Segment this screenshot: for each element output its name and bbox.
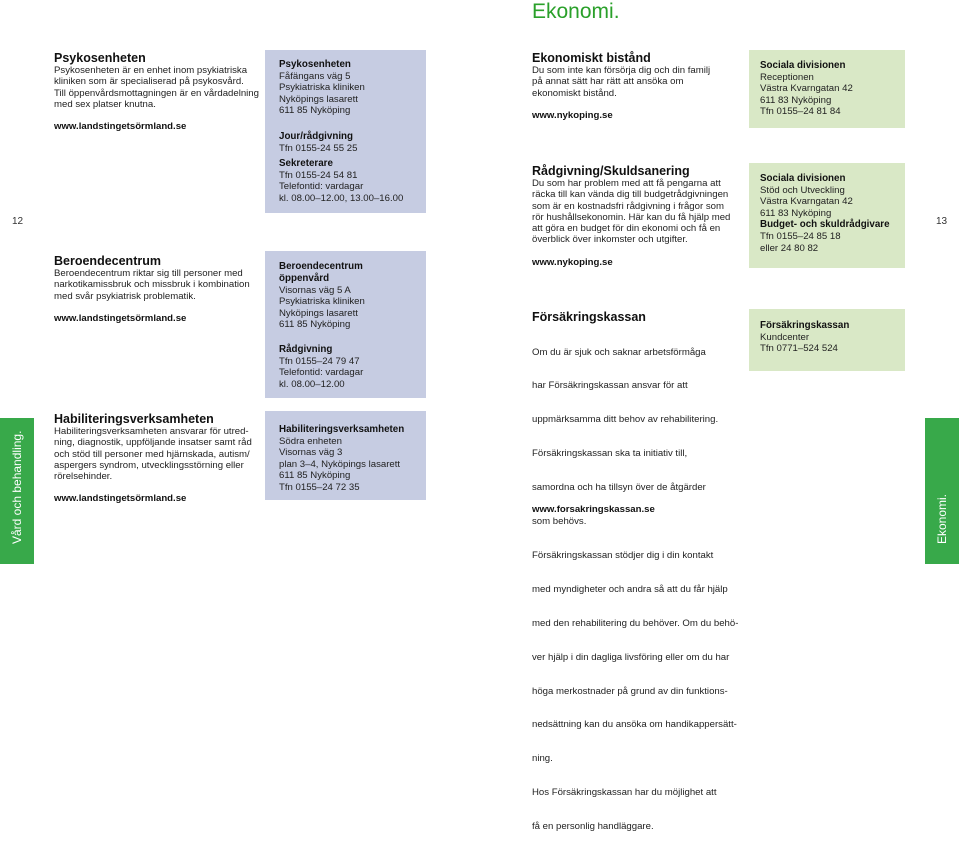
section-link[interactable]: www.nykoping.se	[532, 257, 613, 268]
section-heading: Beroendecentrum	[54, 254, 161, 268]
section-body: Du som inte kan försörja dig och din familj på annat sätt har rätt att ansöka om ekonomiskt bistånd.	[532, 65, 711, 99]
section-heading: Ekonomiskt bistånd	[532, 51, 651, 65]
section-ekonomiskt-bistand	[532, 52, 732, 99]
contact-heading: Psykosenheten	[279, 59, 351, 70]
section-body: Habiliteringsverksamheten ansvarar för utred- ning, diagnostik, uppföljande insatser samt råd och stöd till personer med hjärnskada, autism/ aspergers syndrom, utvecklingsstörning eller rörelsehinder.	[54, 426, 252, 483]
contact-subheading: Rådgivning	[279, 344, 333, 355]
section-link[interactable]: www.landstingetsörmland.se	[54, 121, 187, 132]
contact-heading: Habiliteringsverksamheten	[279, 424, 405, 435]
section-body: Psykosenheten är en enhet inom psykiatriska kliniken som är specialiserad på psykosvård. Till öppenvårdsmottagningen är en vårdadelning med sex platser knutna.	[54, 65, 259, 110]
contact-subheading: Budget- och skuldrådgivare	[760, 219, 890, 231]
section-link[interactable]: www.nykoping.se	[532, 110, 613, 121]
side-tab-left	[0, 418, 34, 564]
section-heading: Rådgivning/Skuldsanering	[532, 164, 690, 178]
section-heading: Försäkringskassan	[532, 310, 646, 324]
page-number-right: 13	[936, 216, 948, 227]
contact-subheading: Jour/rådgivning	[279, 131, 354, 142]
section-radgivning	[532, 165, 732, 246]
contact-heading: Sociala divisionen	[760, 173, 846, 184]
contact-box-psykosenheten: Psykosenheten Fåfängans väg 5 Psykiatriska kliniken Nyköpings lasarett 611 85 Nyköping Jour/rådgivning Tfn 0155-24 55 25 Sekreterare Tfn 0155-24 54 81 Telefontid: vardagar kl. 08.00–12.00, 13.00–16.00	[265, 50, 426, 213]
contact-box-sociala-divisionen-stod: Sociala divisionen Stöd och Utveckling Västra Kvarngatan 42 611 83 Nyköping Budget- och skuldrådgivare Tfn 0155–24 85 18 eller 24 80 82	[749, 163, 905, 268]
section-body: Beroendecentrum riktar sig till personer med narkotikamissbruk och missbruk i kombination med svår psykiatrisk problematik.	[54, 268, 250, 302]
section-beroendecentrum	[54, 255, 254, 302]
section-forsakringskassan	[532, 310, 739, 855]
contact-heading: Försäkringskassan	[760, 320, 850, 331]
section-heading: Psykosenheten	[54, 51, 146, 65]
contact-subheading: Sekreterare	[279, 158, 333, 169]
section-link[interactable]: www.forsakringskassan.se	[532, 504, 655, 515]
section-heading: Habiliteringsverksamheten	[54, 412, 214, 426]
page-number-left: 12	[12, 216, 24, 227]
page-title: Ekonomi.	[532, 0, 620, 23]
contact-heading: Beroendecentrum	[279, 261, 363, 272]
contact-box-beroendecentrum: Beroendecentrum öppenvård Visornas väg 5 A Psykiatriska kliniken Nyköpings lasarett 611 85 Nyköping Rådgivning Tfn 0155–24 79 47 Telefontid: vardagar kl. 08.00–12.00	[265, 251, 426, 398]
contact-heading: Sociala divisionen	[760, 60, 846, 71]
side-tab-left-label: Vård och behandling.	[10, 430, 24, 544]
contact-box-habilitering: Habiliteringsverksamheten Södra enheten Visornas väg 3 plan 3–4, Nyköpings lasarett 611 85 Nyköping Tfn 0155–24 72 35	[265, 411, 426, 500]
section-link[interactable]: www.landstingetsörmland.se	[54, 493, 187, 504]
contact-box-sociala-divisionen-reception: Sociala divisionen Receptionen Västra Kvarngatan 42 611 83 Nyköping Tfn 0155–24 81 84	[749, 50, 905, 128]
section-habilitering	[54, 413, 254, 482]
section-body: Du som har problem med att få pengarna att räcka till kan vända dig till budgetrådgivningen som är en kostnadsfri rådgivning i frågor som rör hushållsekonomin. Här kan du få hjälp med att göra en budget för din ekonomi och få en överblick över inkomster och utgifter.	[532, 178, 731, 246]
section-body: Om du är sjuk och saknar arbetsförmåga har Försäkringskassan ansvar för att uppmärksamma ditt behov av rehabilitering. Försäkringskassan ska ta initiativ till, samordna och ha tillsyn över de åtgärder som behövs. Försäkringskassan stödjer dig i din kontakt med myndigheter och andra så att du får hjälp med den rehabilitering du behöver. Om du behö- ver hjälp i din dagliga livsföring eller om du har höga merkostnader på grund av din funktions- nedsättning kan du ansöka om handikappersätt- ning. Hos Försäkringskassan har du möjlighet att få en personlig handläggare.	[532, 346, 739, 833]
side-tab-right	[925, 418, 959, 564]
section-link[interactable]: www.landstingetsörmland.se	[54, 313, 187, 324]
side-tab-right-label: Ekonomi.	[935, 493, 949, 544]
contact-box-forsakringskassan: Försäkringskassan Kundcenter Tfn 0771–524 524	[749, 309, 905, 371]
section-psykosenheten	[54, 51, 259, 110]
